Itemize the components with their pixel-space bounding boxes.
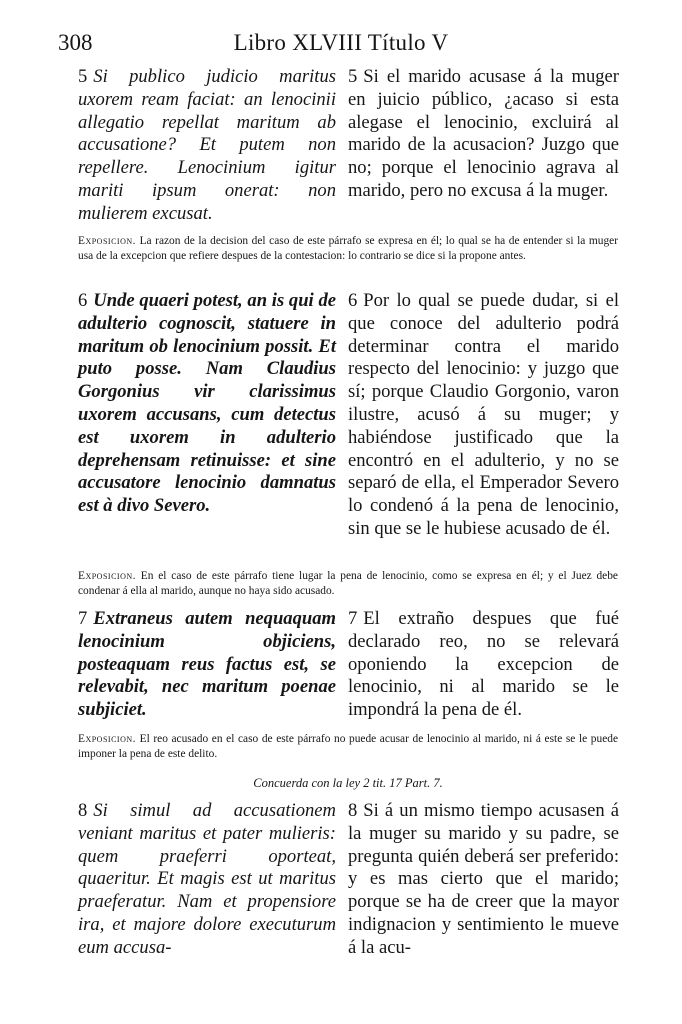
latin-paragraph: Extraneus autem nequaquam lenocinium objiciens, posteaquam reus factus est, se relevabit, nec maritum poenae subjiciet. [78, 608, 336, 721]
exposition-label: Exposicion. [78, 733, 136, 745]
exposition-text: En el caso de este párrafo tiene lugar la pena de lenocinio, como se expresa en él; y el Juez debe condenar á ella al marido, aunque no haya sido acusado. [78, 570, 618, 597]
paragraph-7 [78, 608, 618, 726]
exposition-note [78, 732, 618, 761]
exposition-note [78, 569, 618, 598]
paragraph-number: 8 [78, 800, 88, 821]
latin-text [78, 608, 336, 722]
spanish-paragraph: Si á un mismo tiempo acusasen á la muger su marido y su padre, se pregunta quién deberá ser preferido: y es mas cierto que el marido; porque se ha de creer que la mayor indignacion y sentimiento le mueve á la acu- [348, 800, 619, 958]
page-header [58, 30, 624, 60]
paragraph-number: 6 [348, 290, 358, 311]
paragraph-number: 5 [78, 66, 88, 87]
latin-text [78, 66, 336, 226]
latin-paragraph: Si simul ad accusationem veniant maritus et pater mulieris: quem praeferri oporteat, quaeritur. Et magis est ut maritus praeferatur. Nam et propensiore ira, et majore dolore executurum eum accusa- [78, 800, 336, 958]
latin-text [78, 800, 336, 960]
spanish-paragraph: Si el marido acusase á la muger en juicio público, ¿acaso si esta alegase el lenocinio, excluirá al marido de la acusacion? Juzgo que no; porque el lenocinio agrava al marido, pero no excusa á la muger. [348, 66, 619, 201]
paragraph-8 [78, 800, 618, 970]
exposition-label: Exposicion. [78, 570, 136, 582]
paragraph-5 [78, 66, 618, 226]
exposition-text: El reo acusado en el caso de este párrafo no puede acusar de lenocinio al marido, ni á este se le puede imponer la pena de este delito. [78, 733, 618, 760]
spanish-text [348, 800, 619, 960]
latin-paragraph: Unde quaeri potest, an is qui de adulterio cognoscit, statuere in maritum ob lenocinium possit. Et puto posse. Nam Claudius Gorgonius vir clarissimus uxorem accusans, cum detectus est uxorem in adulterio deprehensam retinuisse: et sine accusatore lenocinio damnatus est à divo Severo. [78, 290, 336, 517]
spanish-text [348, 290, 619, 541]
exposition-label: Exposicion. [78, 235, 136, 247]
latin-paragraph: Si publico judicio maritus uxorem ream faciat: an lenocinii allegatio repellat maritum ab accusatione? Et putem non repellere. Lenocinium igitur mariti ipsum onerat: non mulierem excusat. [78, 66, 336, 224]
spanish-paragraph: Por lo qual se puede dudar, si el que conoce del adulterio podrá determinar contra el marido respecto del lenocinio: y juzgo que sí; porque Claudio Gorgonio, varon ilustre, acusó á su muger; y habiéndose justificado que la encontró en el adulterio, y no se separó de ella, el Emperador Severo lo condenó á la pena de lenocinio, sin que se le hubiese acusado de él. [348, 290, 619, 539]
paragraph-number: 8 [348, 800, 358, 821]
page-number: 308 [58, 30, 93, 55]
spanish-paragraph: El extraño despues que fué declarado reo, no se relevará oponiendo la excepcion de lenocinio, ni al marido se le impondrá la pena de él. [348, 608, 619, 721]
exposition-text: La razon de la decision del caso de este párrafo se expresa en él; lo qual se ha de entender si la muger usa de la excepcion que refiere despues de la contestacion: lo contrario se dice si la propone antes. [78, 235, 618, 262]
paragraph-number: 7 [78, 608, 88, 629]
spanish-text [348, 608, 619, 722]
paragraph-number: 5 [348, 66, 358, 87]
running-title: Libro XLVIII Título V [233, 30, 449, 55]
paragraph-6 [78, 290, 618, 560]
exposition-note [78, 234, 618, 263]
paragraph-number: 7 [348, 608, 358, 629]
paragraph-number: 6 [78, 290, 88, 311]
spanish-text [348, 66, 619, 203]
latin-text [78, 290, 336, 518]
concordance-note: Concuerda con la ley 2 tit. 17 Part. 7. [253, 776, 443, 790]
